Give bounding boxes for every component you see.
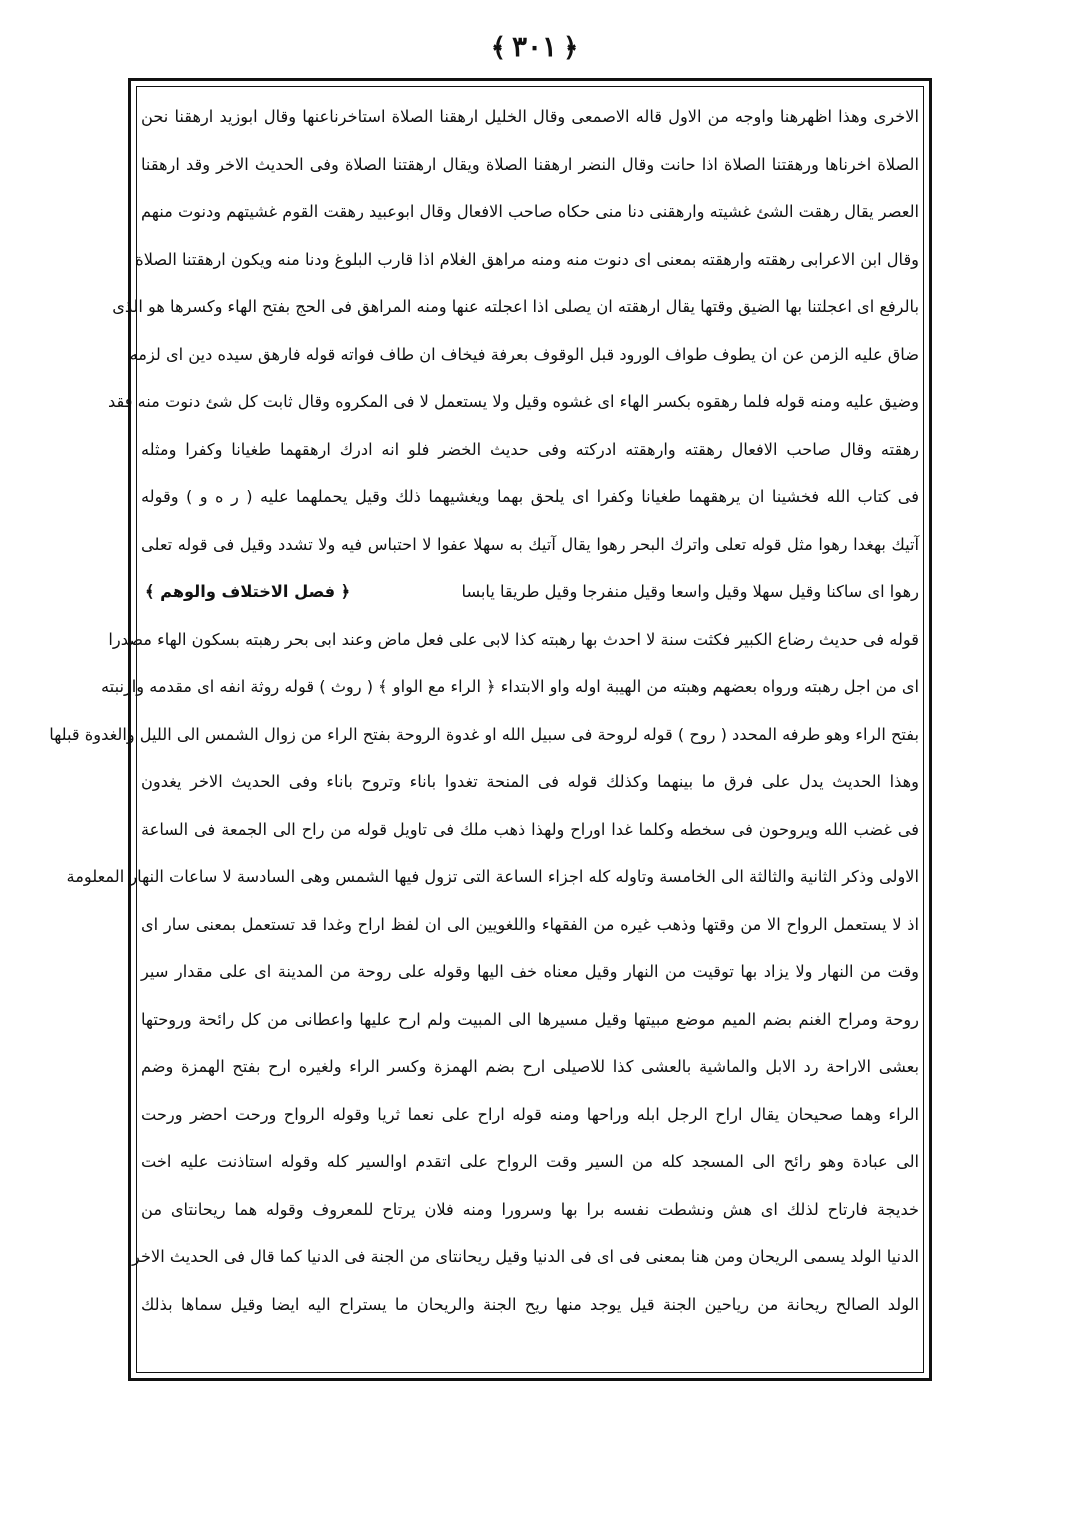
text-line: اذ لا يستعمل الرواح الا من وقتها وذهب غيره من الفقهاء واللغويين الى ان لفظ اراح وغدا قد تستعمل بمعنى سار اى (141, 914, 919, 934)
text-line: بالرفع اى اعجلتنا بها الضيق وقتها يقال ارهقته ان يصلى اذا اعجلته عنها ومنه المراهق فى الحج بفتح الهاء وكسرها هو الذى (112, 297, 919, 316)
text-line: وقال ابن الاعرابى رهقته وارهقته بمعنى اى دنوت منه ومنه مراهق الغلام اذا قارب البلوغ ودنا منه ويكون ارهقتنا الصلاة (135, 249, 919, 269)
text-line: الى عبادة وهو رائح الى المسجد كله من السير وقت الرواح على اتقدم اوالسير كله وقوله استاذنت عليه اخت (141, 1152, 919, 1171)
text-line: فى كتاب الله فخشينا ان يرهقهما طغيانا وكفرا اى يلحق بهما ويغشيهما ذلك وقيل يحملهما عليه ( ر ه و ) وقوله (141, 487, 919, 506)
text-line: قوله فى حديث رضاع الكبير فكثت سنة لا احدث بها رهبته كذا لابى على فعل ماض وعند ابى بحر رهبته بسكون الهاء مصدرا (108, 629, 919, 649)
text-line: الدنيا الولد يسمى الريحان ومن هنا بمعنى فى اى فى الدنيا وقيل ريحانتاى من الجنة فى الدنيا كما قال فى الحديث الاخر (132, 1247, 919, 1266)
text-line: الراء وهما صحيحان يقال اراح الرجل ابله وراحها ومنه قوله اراح على نعما ثريا وقوله الرواح ورحت احضر ورحت (141, 1104, 919, 1124)
text-line: بفتح الراء وهو طرفه المحدد ( روح ) قوله لروحة فى سبيل الله او غدوة الروحة بفتح الراء من زوال الشمس الى الليل والغدوة قبلها (49, 724, 919, 744)
page-number-ornament-left: ﴾ (490, 33, 506, 63)
text-line: وضيق عليه ومنه قوله فلما رهقوه بكسر الهاء اى غشوه وقيل ولا يستعمل لا فى المكروه وقال ثابت كل شئ دنوت منه فقد (108, 392, 919, 411)
text-line: بعشى الاراحة رد الابل والماشية بالعشى كذا للاصيلى ارح بضم الهمزة وكسر الراء ولغيره ارح بفتح الهمزة وضم (141, 1057, 919, 1076)
text-line: الولد الصالح ريحانة من رياحين الجنة قيل يوجد منها ريح الجنة والريحان ما يستراح اليه ايضا وقيل سماها بذلك (141, 1294, 919, 1314)
body-text (49, 93, 919, 1328)
page-number (0, 30, 1069, 63)
text-line: الاخرى وهذا اظهرهنا واوجه من الاول قاله الاصمعى وقال الخليل ارهقنا الصلاة استاخرناعنها وقال ابوزيد ارهقنا نحن (141, 107, 919, 126)
text-line: وقت من النهار ولا يزاد بها توقيت من النهار وقيل معناه خف اليها وقوله على روحة من المدينة اى على مقدار سير (141, 962, 919, 981)
text-line: وهذا الحديث يدل على فرق ما بينهما وكذلك قوله فى المنحة تغدوا باناء وتروح باناء وفى الحديث الاخر يغدون (141, 772, 919, 791)
section-line (141, 568, 919, 616)
text-line: روحة ومراح الغنم بضم الميم موضع مبيتها وقيل مسيرها الى المبيت ولم ارح عليها واعطانى من كل رائحة وروحتها (141, 1009, 919, 1029)
page-number-ornament-right: ﴿ (563, 33, 579, 63)
section-heading: ﴿ فصل الاختلاف والوهم ﴾ (145, 582, 351, 601)
text-line: اى من اجل رهبته ورواه بعضهم وهبته من الهيبة اوله واو الابتداء ﴿ الراء مع الواو ﴾ ( روث ) قوله روثة انفه اى مقدمه وارنبته (101, 677, 919, 696)
text-line: خديجة فارتاح لذلك اى هش ونشطت نفسه برا بها وسرورا ومنه فلان يرتاح للمعروف وقوله هما ريحانتاى من (141, 1199, 919, 1219)
text-line: فى غضب الله ويروحون فى سخطه وكلما غدا اوراح ولهذا ذهب ملك فى تاويل قوله من راح الى الجمعة فى الساعة (141, 819, 919, 839)
page-number-value: ٣٠١ (511, 30, 558, 63)
text-line: آتيك بهغدا رهوا مثل قوله تعلى واترك البحر رهوا يقال آتيك به سهلا عفوا لا احتباس فيه ولا تشدد وقيل فى قوله تعلى (141, 534, 919, 554)
text-line: رهقته وقال صاحب الافعال رهقته وارهقته ادركته وفى حديث الخضر فلو انه ادرك ارهقهما طغيانا وكفرا ومثله (141, 439, 919, 459)
section-line-text: رهوا اى ساكنا وقيل سهلا وقيل واسعا وقيل منفرجا وقيل طريقا يابسا (461, 582, 919, 601)
text-line: العصر يقال رهقت الشئ غشيته وارهقنى دنا منى حكاه صاحب الافعال وقال ابوعبيد رهقت القوم غشيتهم ودنوت منهم (141, 202, 919, 221)
text-line: ضاق عليه الزمن عن ان يطوف طواف الورود قبل الوقوف بعرفة فيخاف ان طاف فواته قوله فارهق سيده دين اى لزمه (129, 344, 919, 364)
text-line: الصلاة اخرناها ورهقتنا الصلاة اذا حانت وقال النضر ارهقنا الصلاة ويقال ارهقتنا الصلاة وفى الحديث الاخر وقد ارهقنا (141, 154, 919, 174)
text-line: الاولى وذكر الثانية والثالثة الى الخامسة وتاوله كله اجزاء الساعة التى تزول فيها الشمس وهى السادسة لا ساعات النهار المعلومة (66, 867, 919, 886)
page-frame (49, 78, 932, 1381)
